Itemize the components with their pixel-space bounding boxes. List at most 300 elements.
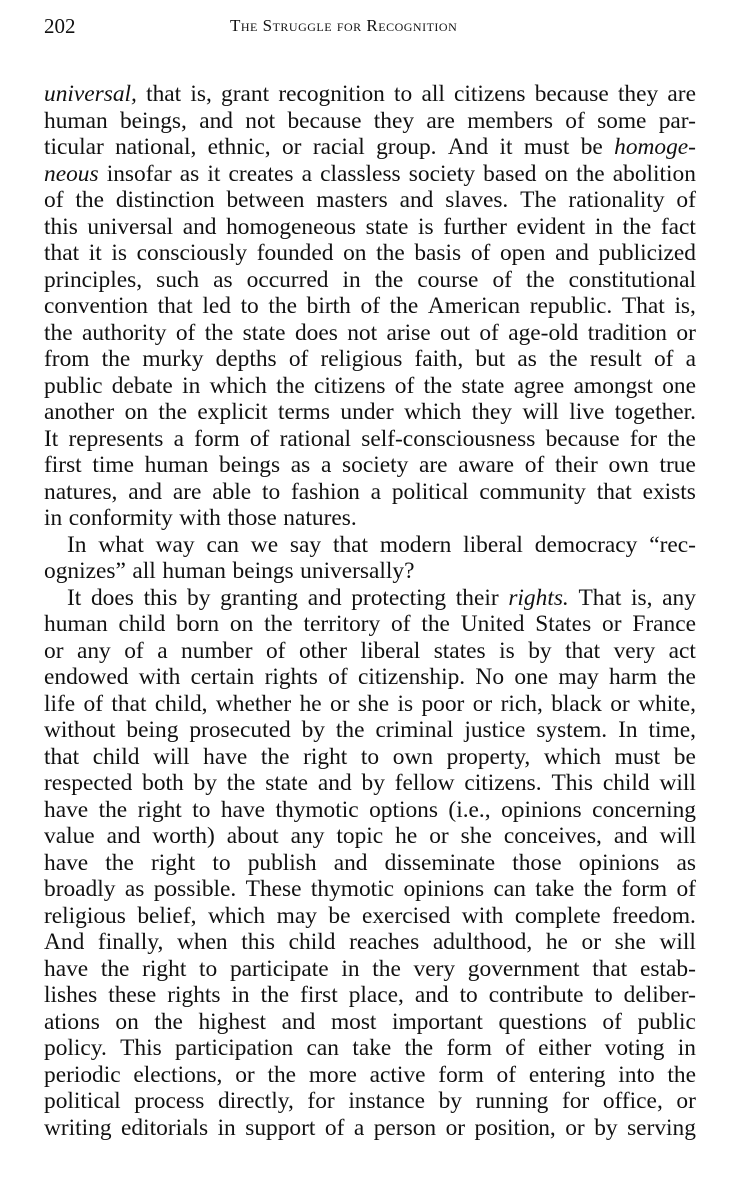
word: as — [290, 452, 311, 478]
word: grant — [221, 81, 270, 107]
word: recognition — [278, 81, 385, 107]
word: insofar — [106, 160, 172, 187]
word: that — [592, 955, 628, 982]
word: entering — [528, 1061, 606, 1088]
word: life — [44, 690, 76, 717]
word: of — [249, 425, 270, 452]
word: way — [155, 531, 195, 558]
word: age-old — [508, 319, 579, 346]
word: of — [44, 187, 64, 213]
word: of — [505, 1035, 525, 1061]
word: may — [276, 902, 317, 929]
word: on — [115, 1008, 139, 1035]
word: true — [659, 452, 696, 478]
word: of — [288, 346, 309, 372]
word: by — [187, 584, 211, 611]
word: aware — [458, 452, 515, 478]
word: citizens. — [464, 770, 542, 796]
word: to — [394, 81, 413, 107]
word: child — [118, 611, 166, 637]
word: evident — [516, 213, 586, 240]
word: government — [467, 955, 580, 982]
word: they — [617, 81, 659, 107]
word: public — [44, 372, 103, 399]
word: authority — [81, 319, 167, 346]
word: by — [301, 717, 325, 743]
word: thymotic — [275, 796, 359, 823]
text-line — [44, 558, 696, 585]
text-line — [44, 134, 696, 161]
word: will — [153, 743, 190, 770]
word: with — [461, 902, 504, 929]
word: states — [433, 637, 486, 664]
word: black — [551, 690, 602, 717]
word: territory — [303, 611, 381, 637]
word: and — [317, 770, 352, 796]
word: and — [307, 584, 342, 611]
word: open — [499, 240, 546, 266]
word: the — [226, 770, 256, 796]
word: person — [373, 1114, 437, 1141]
word: in — [342, 266, 361, 293]
word: say — [289, 531, 322, 558]
word: to — [212, 849, 231, 876]
word: of — [653, 346, 674, 372]
word: slaves. — [445, 187, 509, 213]
word: the — [264, 611, 293, 637]
word: national, — [115, 134, 197, 160]
word: system. — [536, 717, 608, 743]
word: justice — [464, 717, 526, 743]
word: be — [580, 134, 603, 160]
word: of — [602, 1008, 622, 1035]
word: fellow — [394, 770, 455, 796]
word: fashion — [290, 478, 360, 505]
word: concerning — [592, 796, 696, 823]
word: form — [621, 876, 668, 902]
word: finally, — [97, 929, 164, 955]
text-line — [44, 611, 696, 638]
word: she — [460, 823, 492, 849]
word: options — [369, 796, 438, 823]
word: the — [267, 1061, 297, 1088]
word: the — [268, 293, 297, 319]
word: convention — [44, 293, 148, 319]
running-title: The Struggle for Recognition — [230, 16, 458, 35]
word: directly, — [218, 1088, 294, 1114]
word: active — [369, 1061, 426, 1088]
word: of — [83, 690, 104, 717]
word: is — [111, 240, 127, 266]
word: must — [614, 743, 661, 770]
word: the — [667, 664, 696, 690]
word: France — [632, 611, 696, 637]
word: self-consciousness — [361, 425, 536, 452]
word: which — [207, 902, 266, 929]
text-line — [44, 956, 696, 983]
running-head — [44, 14, 692, 44]
word: these — [108, 982, 157, 1008]
word: to — [192, 796, 211, 823]
text-line — [44, 426, 696, 453]
text-line — [44, 585, 696, 612]
word: human — [44, 611, 108, 637]
word: belief, — [137, 902, 197, 929]
word: creates — [228, 160, 294, 187]
word: their — [455, 584, 499, 611]
word: granting — [220, 584, 299, 611]
word: political — [391, 478, 469, 505]
word: classless — [320, 160, 401, 187]
word: contribute — [488, 982, 584, 1008]
word: those — [512, 849, 562, 876]
word: in — [182, 372, 201, 399]
word: republic. — [529, 293, 613, 319]
word: out — [440, 319, 470, 346]
word: of — [470, 240, 491, 266]
word: of — [391, 611, 411, 637]
word: modern — [379, 531, 452, 558]
word: is, — [674, 293, 696, 319]
text-line — [44, 903, 696, 930]
text-line — [44, 876, 696, 903]
word: complete — [514, 902, 601, 929]
page-number: 202 — [44, 14, 76, 38]
word: the — [101, 346, 131, 372]
word: white, — [638, 690, 696, 717]
word: agree — [513, 372, 565, 399]
word: form — [446, 1035, 492, 1061]
word: of — [175, 319, 196, 346]
word: child, — [154, 690, 208, 717]
word: occurred — [246, 266, 329, 293]
word: ognizes” — [44, 558, 126, 584]
word: this — [143, 584, 178, 611]
word: as — [179, 160, 200, 187]
word: the — [526, 266, 555, 293]
word: and — [399, 187, 434, 213]
text-line — [44, 161, 696, 188]
word: to — [199, 955, 218, 982]
text-line — [44, 1035, 696, 1062]
word: will — [659, 929, 696, 955]
word: exists — [642, 478, 696, 505]
word: the — [374, 266, 404, 293]
word: or — [472, 690, 493, 717]
word: the — [576, 160, 605, 187]
word: respected — [44, 770, 133, 796]
word: reaches — [349, 929, 420, 955]
word: all — [132, 558, 156, 584]
text-line — [44, 797, 696, 824]
word: take — [352, 1035, 392, 1061]
word: but — [475, 346, 506, 372]
word: with — [179, 505, 221, 531]
word: does — [90, 584, 134, 611]
word: conformity — [68, 505, 173, 531]
word: she — [614, 929, 646, 955]
word: writing — [44, 1114, 112, 1141]
word: It — [44, 425, 59, 452]
word: depths — [215, 346, 277, 372]
word: (i.e., — [448, 796, 491, 823]
word: racial — [312, 134, 365, 160]
text-line — [44, 346, 696, 373]
word: In — [67, 531, 87, 558]
text-line — [44, 1009, 696, 1036]
word: that — [332, 531, 369, 558]
word: human — [162, 558, 226, 584]
word: a — [320, 452, 332, 478]
word: voting — [604, 1035, 665, 1061]
word: or — [676, 1088, 696, 1114]
word: human — [144, 452, 209, 478]
word: editorials — [121, 1114, 209, 1141]
word: we — [250, 531, 279, 558]
word: of — [124, 637, 144, 664]
word: natures, — [44, 478, 118, 505]
word: important — [391, 1008, 483, 1035]
word: opinions — [403, 876, 485, 902]
word: have — [220, 796, 266, 823]
word: the — [372, 955, 401, 982]
word: into — [618, 1061, 655, 1088]
word: is, — [631, 584, 653, 611]
word: form — [194, 425, 240, 452]
word: born — [176, 611, 220, 637]
word: the — [105, 849, 134, 876]
word: citizens — [454, 81, 526, 107]
word: rational — [279, 425, 352, 452]
word: endowed — [44, 664, 129, 690]
word: to — [261, 478, 281, 505]
word: a — [301, 160, 312, 187]
word: both — [142, 770, 184, 796]
text-line — [44, 1062, 696, 1089]
text-line — [44, 479, 696, 506]
word: that — [111, 690, 147, 717]
word: very — [413, 955, 456, 982]
word: to — [240, 293, 259, 319]
word: more — [308, 1061, 357, 1088]
word: which — [543, 743, 602, 770]
text-line — [44, 505, 696, 532]
word: in — [594, 213, 614, 240]
word: on — [229, 611, 254, 637]
word: one — [662, 372, 696, 399]
word: protecting — [351, 584, 447, 611]
word: the — [667, 1061, 696, 1088]
word: are — [667, 81, 696, 107]
word: as — [124, 876, 145, 902]
word: fact — [660, 213, 696, 240]
word: policy. — [44, 1035, 107, 1061]
word: of — [496, 1061, 517, 1088]
word: beings — [232, 558, 294, 584]
word: conceives, — [503, 823, 602, 849]
word: the — [335, 717, 365, 743]
word: of — [324, 1114, 345, 1141]
text-line — [44, 850, 696, 877]
word: instance — [348, 1088, 425, 1114]
word: either — [538, 1035, 592, 1061]
word: or — [602, 611, 622, 637]
word: without — [44, 717, 116, 743]
word: on — [544, 160, 568, 187]
word: as — [517, 346, 537, 372]
word: amongst — [573, 372, 653, 399]
word: value — [44, 823, 95, 849]
word: in — [677, 1035, 696, 1061]
word: a — [173, 425, 184, 452]
word: it — [499, 134, 513, 160]
word: or — [610, 690, 630, 717]
word: religious — [44, 902, 126, 929]
word: with — [138, 664, 181, 690]
word: any — [76, 637, 111, 664]
word: child — [92, 743, 140, 770]
word: tradition — [587, 319, 668, 346]
word: office, — [602, 1088, 663, 1114]
word: by — [361, 770, 385, 796]
word: of — [565, 107, 585, 134]
text-line — [44, 293, 696, 320]
word: group. — [376, 134, 437, 160]
word: very — [613, 637, 656, 664]
word: public — [637, 1008, 696, 1035]
word: explicit — [197, 399, 268, 425]
word: right — [151, 849, 196, 876]
word: does — [294, 319, 338, 346]
word: of — [328, 664, 348, 690]
word: democracy — [534, 531, 638, 558]
word: the — [421, 611, 450, 637]
word: running — [475, 1088, 549, 1114]
word: any — [290, 823, 325, 849]
word: right — [137, 796, 182, 823]
word: worth) — [152, 823, 215, 849]
word: because — [287, 107, 362, 134]
text-line — [44, 267, 696, 294]
word: some — [597, 107, 647, 134]
word: or — [581, 929, 602, 955]
word: have — [44, 955, 89, 982]
word: can — [493, 876, 526, 902]
text-line — [44, 982, 696, 1009]
text-line — [44, 320, 696, 347]
word: opinions — [578, 849, 660, 876]
word: have — [44, 849, 89, 876]
word: from — [44, 346, 90, 372]
text-line — [44, 373, 696, 400]
word: or — [445, 1114, 466, 1141]
word: that — [565, 637, 601, 664]
word: together. — [614, 399, 696, 425]
word: publish — [247, 849, 317, 876]
word: she — [357, 690, 390, 717]
word: periodic — [44, 1061, 121, 1088]
word: all — [421, 81, 445, 107]
text-line — [44, 929, 696, 956]
word: further — [443, 213, 507, 240]
word: own — [392, 743, 434, 770]
word: can — [206, 531, 239, 558]
word: as — [676, 849, 696, 876]
word: neous — [44, 160, 99, 187]
word: this — [44, 213, 78, 240]
word: or — [235, 1061, 255, 1088]
word: that — [44, 743, 80, 770]
word: The — [520, 187, 557, 213]
text-line — [44, 81, 696, 108]
word: is, — [190, 81, 212, 107]
word: natures. — [283, 505, 357, 531]
word: this — [241, 929, 276, 955]
word: he — [395, 823, 418, 849]
word: It — [67, 584, 82, 611]
word: or — [44, 637, 64, 664]
word: the — [376, 240, 405, 266]
word: time — [92, 452, 134, 478]
word: adulthood, — [432, 929, 533, 955]
text-line — [44, 187, 696, 214]
word: And — [447, 134, 489, 160]
word: right — [142, 955, 187, 982]
word: course — [417, 266, 479, 293]
word: and — [333, 849, 368, 876]
text-line — [44, 691, 696, 718]
word: That — [578, 584, 622, 611]
word: by — [594, 1114, 618, 1141]
word: that — [157, 293, 193, 319]
word: being — [126, 717, 179, 743]
text-line — [44, 108, 696, 135]
word: state — [461, 372, 505, 399]
word: which — [209, 372, 267, 399]
word: form — [438, 1061, 484, 1088]
word: And — [44, 929, 85, 955]
word: certain — [190, 664, 255, 690]
word: rights — [167, 982, 221, 1008]
word: able — [212, 478, 252, 505]
word: society — [408, 160, 476, 187]
word: support — [245, 1114, 316, 1141]
word: must — [523, 134, 570, 160]
text-line — [44, 823, 696, 850]
word: harm — [608, 664, 658, 690]
text-line — [44, 1088, 696, 1115]
word: ticular — [44, 134, 104, 160]
word: murky — [142, 346, 204, 372]
word: is — [418, 213, 434, 240]
word: United — [460, 611, 525, 637]
word: by — [193, 770, 217, 796]
word: property, — [446, 743, 531, 770]
text-line — [44, 664, 696, 691]
text-line — [44, 638, 696, 665]
word: is — [499, 637, 515, 664]
word: of — [360, 293, 380, 319]
word: have — [44, 796, 89, 823]
word: and — [106, 823, 141, 849]
word: may — [558, 664, 599, 690]
word: universally? — [300, 558, 415, 584]
text-line — [44, 399, 696, 426]
word: and — [555, 240, 589, 266]
word: birth — [306, 293, 351, 319]
word: based — [483, 160, 537, 187]
word: a — [370, 478, 382, 505]
